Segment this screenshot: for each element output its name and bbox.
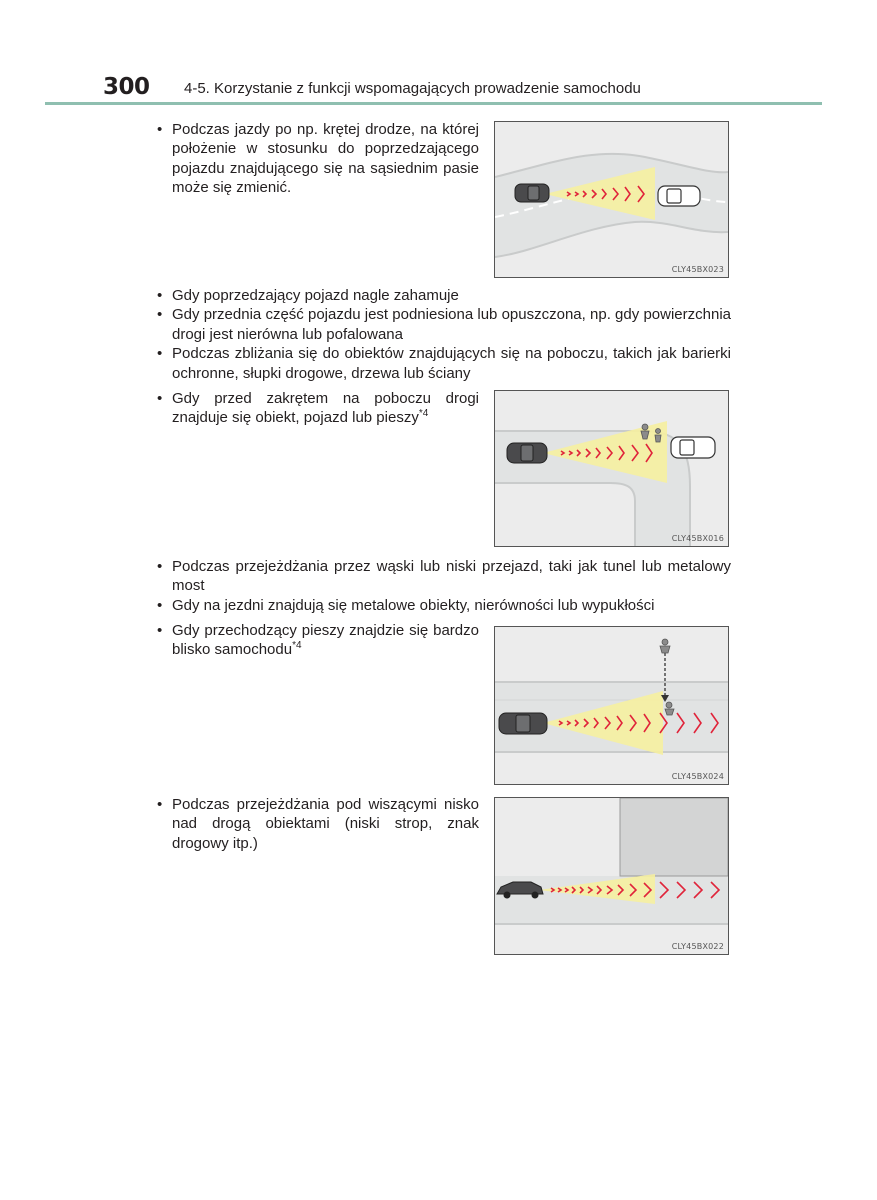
list-item: • Gdy przechodzący pieszy znajdzie się bardzo blisko samochodu$^{*4}$ — [157, 621, 479, 660]
roadside-vehicle — [671, 437, 715, 458]
text-block-braking-uneven — [157, 286, 731, 383]
footnote-ref: *4 — [292, 640, 302, 652]
list-item: • Podczas jazdy po np. krętej drodze, na której położenie w stosunku do poprzedzającego pojazdu znajdującego się na sąsiednim pasie może się zmienić. — [157, 120, 479, 198]
pedestrian-illustration — [495, 627, 728, 784]
text-block-overhead-objects — [157, 795, 479, 853]
text-block-curved-road — [157, 120, 479, 198]
figure-road-curve — [494, 390, 729, 547]
text-block-pedestrian — [157, 621, 479, 660]
own-vehicle — [499, 713, 547, 734]
road-curve-illustration — [495, 391, 728, 546]
figure-code: CLY45BX024 — [671, 772, 724, 781]
figure-code: CLY45BX022 — [671, 942, 724, 951]
text-block-tunnel-objects — [157, 557, 731, 615]
figure-curved-road — [494, 121, 729, 278]
list-item: • Gdy przednia część pojazdu jest podniesiona lub opuszczona, np. gdy powierzchnia drogi jest nierówna lub pofalowana — [157, 305, 731, 344]
header-rule — [45, 102, 822, 105]
overhead-structure — [620, 798, 728, 876]
list-item: • Podczas zbliżania się do obiektów znajdujących się na poboczu, takich jak barierki ochronne, słupki drogowe, drzewa lub ściany — [157, 344, 731, 383]
own-vehicle — [515, 184, 549, 202]
preceding-vehicle — [658, 186, 700, 206]
curved-road-illustration — [495, 122, 728, 277]
figure-code: CLY45BX016 — [671, 534, 724, 543]
figure-code: CLY45BX023 — [671, 265, 724, 274]
figure-overhead-object — [494, 797, 729, 955]
list-item: • Podczas przejeżdżania przez wąski lub niski przejazd, taki jak tunel lub metalowy most — [157, 557, 731, 596]
own-vehicle — [507, 443, 547, 463]
page-number: 300 — [103, 74, 150, 100]
section-title: 4-5. Korzystanie z funkcji wspomagających prowadzenie samochodu — [184, 80, 641, 97]
list-item: • Gdy przed zakrętem na poboczu drogi znajduje się obiekt, pojazd lub pieszy$^{*4}$ — [157, 389, 479, 428]
list-item: • Gdy poprzedzający pojazd nagle zahamuje — [157, 286, 731, 305]
overhead-object-illustration — [495, 798, 728, 954]
footnote-ref: *4 — [418, 408, 429, 420]
figure-pedestrian — [494, 626, 729, 785]
list-item: • Gdy na jezdni znajdują się metalowe obiekty, nierówności lub wypukłości — [157, 596, 731, 615]
text-block-object-before-curve — [157, 389, 479, 428]
list-item: • Podczas przejeżdżania pod wiszącymi nisko nad drogą obiektami (niski strop, znak drogowy itp.) — [157, 795, 479, 853]
